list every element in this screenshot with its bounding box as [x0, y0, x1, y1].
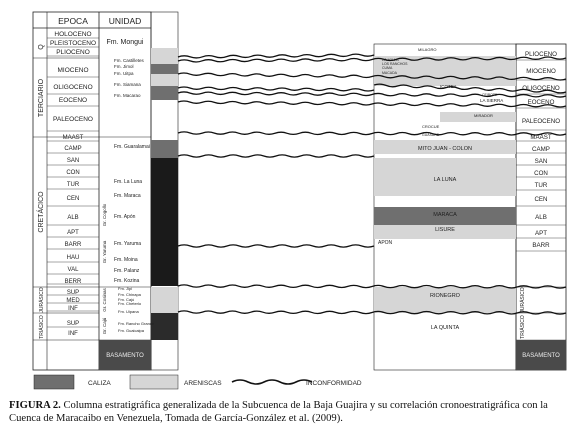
litho-caliza-castilletes [151, 64, 178, 74]
right-epoch-label: PLIOCENO [525, 51, 557, 58]
right-formation-label: RIONEGRO [430, 293, 460, 299]
left-formation-label: Fm. Uitpa [114, 71, 134, 76]
left-formation-label: Fm. Moina [114, 257, 138, 263]
left-formation-label: Fm. Jipi [118, 286, 132, 291]
right-epoch-label: CEN [534, 196, 548, 203]
left-formation-label: Fm. Castilletes [114, 58, 144, 63]
right-fill-rionegro [374, 287, 516, 313]
right-formation-label: MITO JUAN - COLON [418, 146, 472, 152]
right-epoch-label: ALB [535, 214, 547, 221]
right-formation-label: MIRADOR [474, 113, 493, 118]
left-formation-label: Fm. Yaruma [114, 241, 142, 247]
left-epoch-label: HAU [66, 255, 80, 261]
left-formation-label: Fm. Siamana [114, 82, 141, 87]
right-formation-label: LA LUNA [433, 177, 457, 183]
left-epoch-label: MIOCENO [57, 67, 89, 74]
right-epoch-label: CON [534, 170, 548, 177]
left-formation-label: Fm. Maraca [114, 193, 141, 199]
left-formation-label: Fm. Mongui [106, 39, 144, 46]
right-formation-label: ICOTEA [440, 84, 457, 89]
left-epoch-label: OLIGOCENO [53, 84, 93, 91]
left-epoch-label: CAMP [64, 146, 82, 152]
left-epoch-label: ALB [67, 215, 79, 221]
right-epoch-label: MIOCENO [526, 68, 556, 75]
legend-caliza-label: CALIZA [88, 380, 111, 387]
caption-text: Columna estratigráfica generalizada de la Subcuenca de la Baja Guajira y su correlación cronoestratigráfica con la Cuenca de Maracaibo en Venezuela, Tomada de García-González et al. (2009). [9, 400, 548, 424]
left-epoch-list [47, 31, 99, 337]
left-group-label: Gr. Cosinas [102, 288, 107, 312]
litho-caliza-mongui [151, 48, 178, 64]
legend-arenisca-swatch [130, 375, 178, 389]
left-epoch-label: BARR [64, 242, 82, 248]
left-epoch-label: PALEOCENO [53, 116, 93, 123]
left-epoch-label: SUP [66, 290, 80, 296]
left-epoch-label: SAN [66, 158, 80, 164]
left-epoch-label: TUR [66, 182, 80, 188]
left-formation-label: Fm. Kozina [114, 278, 140, 284]
left-epoch-label: CON [66, 170, 80, 176]
left-epoch-label: VAL [67, 267, 79, 273]
left-formation-label: Fm. Uipana [118, 309, 139, 314]
left-epoch-label: HOLOCENO [54, 31, 92, 38]
left-formation-label: Fm. La Luna [114, 179, 143, 185]
left-epoch-label: BERR [64, 279, 82, 285]
litho-arenisca-jimol [151, 74, 178, 86]
right-formation-label: GUASARE [422, 133, 440, 137]
period-cretacico: CRETÁCICO [38, 191, 45, 233]
right-formation-label: MACADA [382, 71, 397, 75]
figure-caption [9, 399, 571, 425]
right-epoch-label: APT [534, 230, 548, 237]
litho-arenisca-jurasico [151, 287, 178, 313]
left-formation-label: Fm. Guaicaipa [118, 328, 145, 333]
left-group-label: Gr. Yaruma [102, 240, 107, 264]
litho-caliza-guaralamai [151, 140, 178, 158]
left-formation-label: Fm. Macarao [114, 93, 141, 98]
left-formation-label: Fm. Cajú [118, 297, 135, 302]
left-formation-list [102, 39, 155, 334]
left-formation-label: Fm. Cheterlo [118, 301, 142, 306]
right-period-label: JURÁSICO [520, 287, 526, 313]
period-triasico: TRIÁSICO [39, 315, 45, 339]
right-epoch-label: MAAST [530, 134, 552, 141]
litho-shale-cretacico [151, 158, 178, 286]
litho-caliza-siamana [151, 86, 178, 100]
basement-left-label: BASAMENTO [106, 353, 144, 359]
litho-shale-triasico [151, 313, 178, 340]
left-epoch-label: APT [67, 230, 79, 236]
right-epoch-label: EOCENO [527, 99, 555, 106]
right-epoch-label: SAN [534, 158, 548, 165]
legend-areniscas-label: ARENISCAS [184, 380, 222, 387]
right-epoch-label: BARR [532, 242, 550, 249]
left-formation-label: Fm. Apón [114, 214, 136, 220]
period-terciario: TERCIARIO [38, 78, 45, 118]
right-formation-label: LA VILLA [382, 57, 399, 62]
left-formation-label: Fm. Guaralamai [114, 144, 150, 150]
left-epoch-label: MED [66, 298, 80, 304]
right-period-label: TRIÁSICO [520, 315, 526, 339]
header-unidad: UNIDAD [108, 16, 142, 26]
right-formation-label: MILAGRO [418, 47, 437, 52]
right-epoch-label: PALEOCENO [521, 118, 561, 125]
left-epoch-label: SUP [66, 321, 80, 327]
left-formation-label: Fm. Chinapa [118, 292, 141, 297]
left-epoch-label: CEN [66, 196, 80, 202]
right-formation-label: LISURE [435, 227, 455, 233]
left-formation-label: Fm. Palanz [114, 268, 140, 274]
left-epoch-label: INF [68, 306, 78, 312]
basement-right-label: BASAMENTO [522, 353, 560, 359]
right-formation-label: CEIBOTE [482, 93, 498, 97]
right-epoch-label: OLIGOCENO [522, 85, 560, 92]
legend-unconformity-line [232, 380, 312, 384]
period-jurasico: JURÁSICO [39, 287, 45, 313]
right-formation-label: CROCUE [422, 124, 440, 129]
left-epoch-label: PLIOCENO [56, 49, 90, 56]
right-formation-label: LOS RANCHOS [382, 62, 408, 66]
left-group-label: Gr. Cajú [102, 317, 107, 335]
left-formation-label: Fm. Rancho Grande [118, 321, 155, 326]
right-formation-label: APON [378, 240, 393, 246]
right-formation-label: LA SIERRA [480, 98, 504, 103]
header-epoca: EPOCA [58, 16, 88, 26]
left-group-label: Gr. Cogollo [102, 203, 107, 227]
legend-caliza-swatch [34, 375, 74, 389]
right-formation-label: CUMA [382, 66, 393, 70]
legend-inconformidad-label: INCONFORMIDAD [306, 380, 362, 387]
left-epoch-label: PLEISTOCENO [49, 40, 97, 47]
right-formation-label: LA QUINTA [430, 325, 460, 331]
caption-label: FIGURA 2. [9, 400, 61, 411]
right-epoch-label: TUR [534, 182, 548, 189]
right-formation-label: MARACA [433, 212, 457, 218]
left-epoch-label: INF [68, 331, 78, 337]
left-epoch-label: MAAST [62, 135, 84, 141]
period-q: Q [38, 44, 45, 50]
left-epoch-label: EOCENO [58, 97, 88, 104]
right-epoch-label: CAMP [532, 146, 550, 153]
left-formation-label: Fm. Jimol [114, 64, 134, 69]
